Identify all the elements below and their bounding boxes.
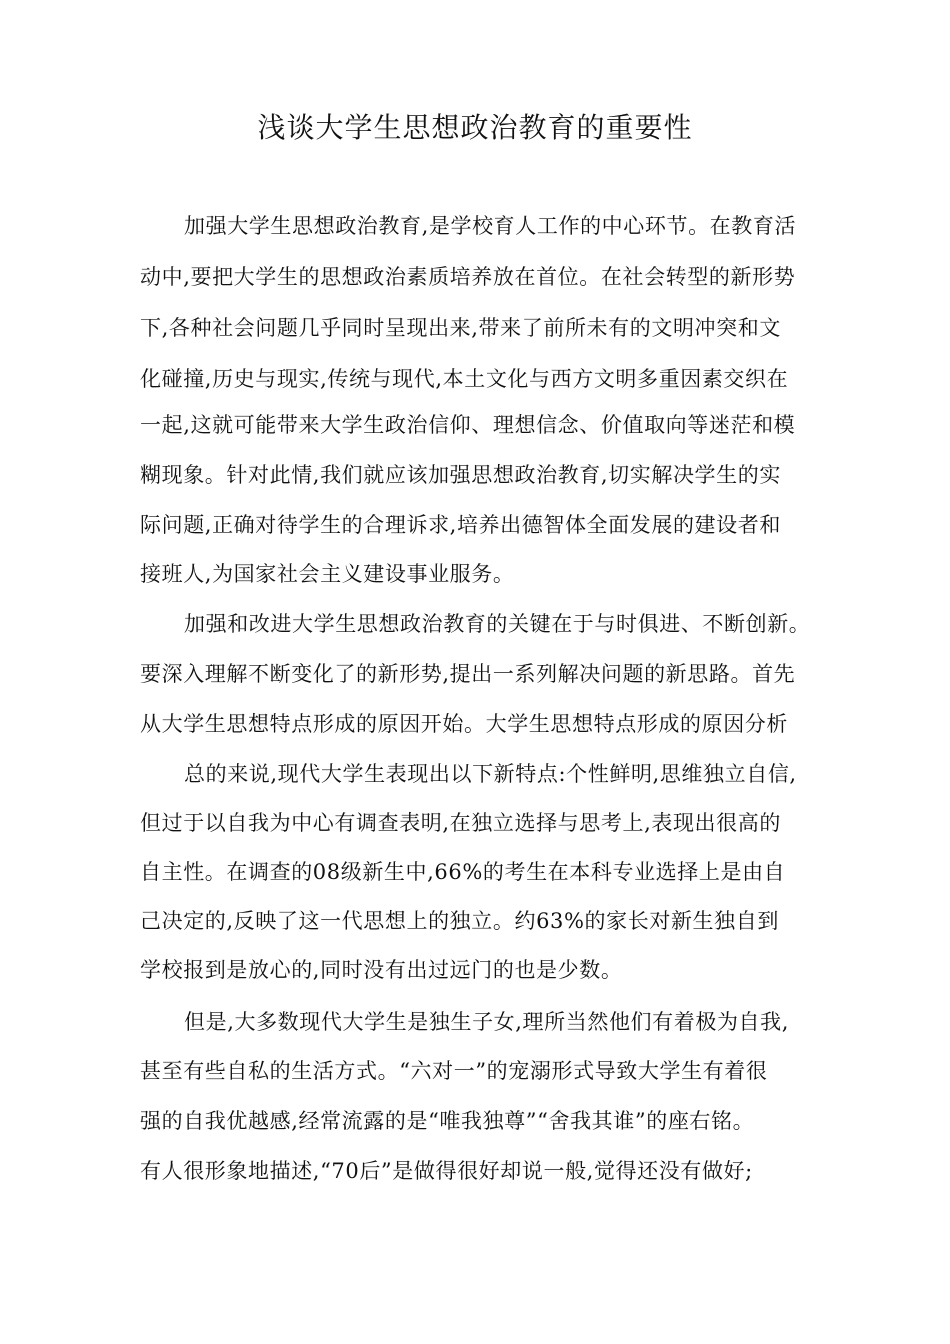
paragraph-1-line-7: 际问题,正确对待学生的合理诉求,培养出德智体全面发展的建设者和: [140, 513, 781, 537]
paragraph-3-line-4: 己决定的,反映了这一代思想上的独立。约63%的家长对新生独自到: [140, 909, 779, 933]
paragraph-1-line-6: 糊现象。针对此情,我们就应该加强思想政治教育,切实解决学生的实: [140, 463, 781, 487]
paragraph-2-line-1: 加强和改进大学生思想政治教育的关键在于与时俱进、不断创新。: [184, 612, 811, 636]
document-title: 浅谈大学生思想政治教育的重要性: [257, 111, 693, 144]
paragraph-2-line-2: 要深入理解不断变化了的新形势,提出一系列解决问题的新思路。首先: [140, 662, 796, 686]
paragraph-1-line-3: 下,各种社会问题几乎同时呈现出来,带来了前所未有的文明冲突和文: [140, 316, 781, 340]
paragraph-2-line-3: 从大学生思想特点形成的原因开始。大学生思想特点形成的原因分析: [140, 712, 788, 736]
paragraph-1-line-5: 一起,这就可能带来大学生政治信仰、理想信念、价值取向等迷茫和模: [140, 413, 796, 437]
paragraph-3-line-5: 学校报到是放心的,同时没有出过远门的也是少数。: [140, 958, 623, 982]
paragraph-4-line-2: 甚至有些自私的生活方式。“六对一”的宠溺形式导致大学生有着很: [140, 1059, 768, 1083]
paragraph-1-line-1: 加强大学生思想政治教育,是学校育人工作的中心环节。在教育活: [184, 214, 797, 238]
paragraph-1-line-4: 化碰撞,历史与现实,传统与现代,本土文化与西方文明多重因素交织在: [140, 367, 789, 391]
paragraph-4-line-3: 强的自我优越感,经常流露的是“唯我独尊”“舍我其谁”的座右铭。: [140, 1109, 755, 1133]
paragraph-3-line-3: 自主性。在调查的08级新生中,66%的考生在本科专业选择上是由自: [140, 860, 786, 884]
paragraph-1-line-2: 动中,要把大学生的思想政治素质培养放在首位。在社会转型的新形势: [140, 265, 796, 289]
paragraph-4-line-4: 有人很形象地描述,“70后”是做得很好却说一般,觉得还没有做好;: [140, 1159, 753, 1183]
paragraph-3-line-1: 总的来说,现代大学生表现出以下新特点:个性鲜明,思维独立自信,: [184, 762, 797, 786]
paragraph-1-line-8: 接班人,为国家社会主义建设事业服务。: [140, 562, 515, 586]
paragraph-3-line-2: 但过于以自我为中心有调查表明,在独立选择与思考上,表现出很高的: [140, 811, 781, 835]
paragraph-4-line-1: 但是,大多数现代大学生是独生子女,理所当然他们有着极为自我,: [184, 1010, 790, 1034]
